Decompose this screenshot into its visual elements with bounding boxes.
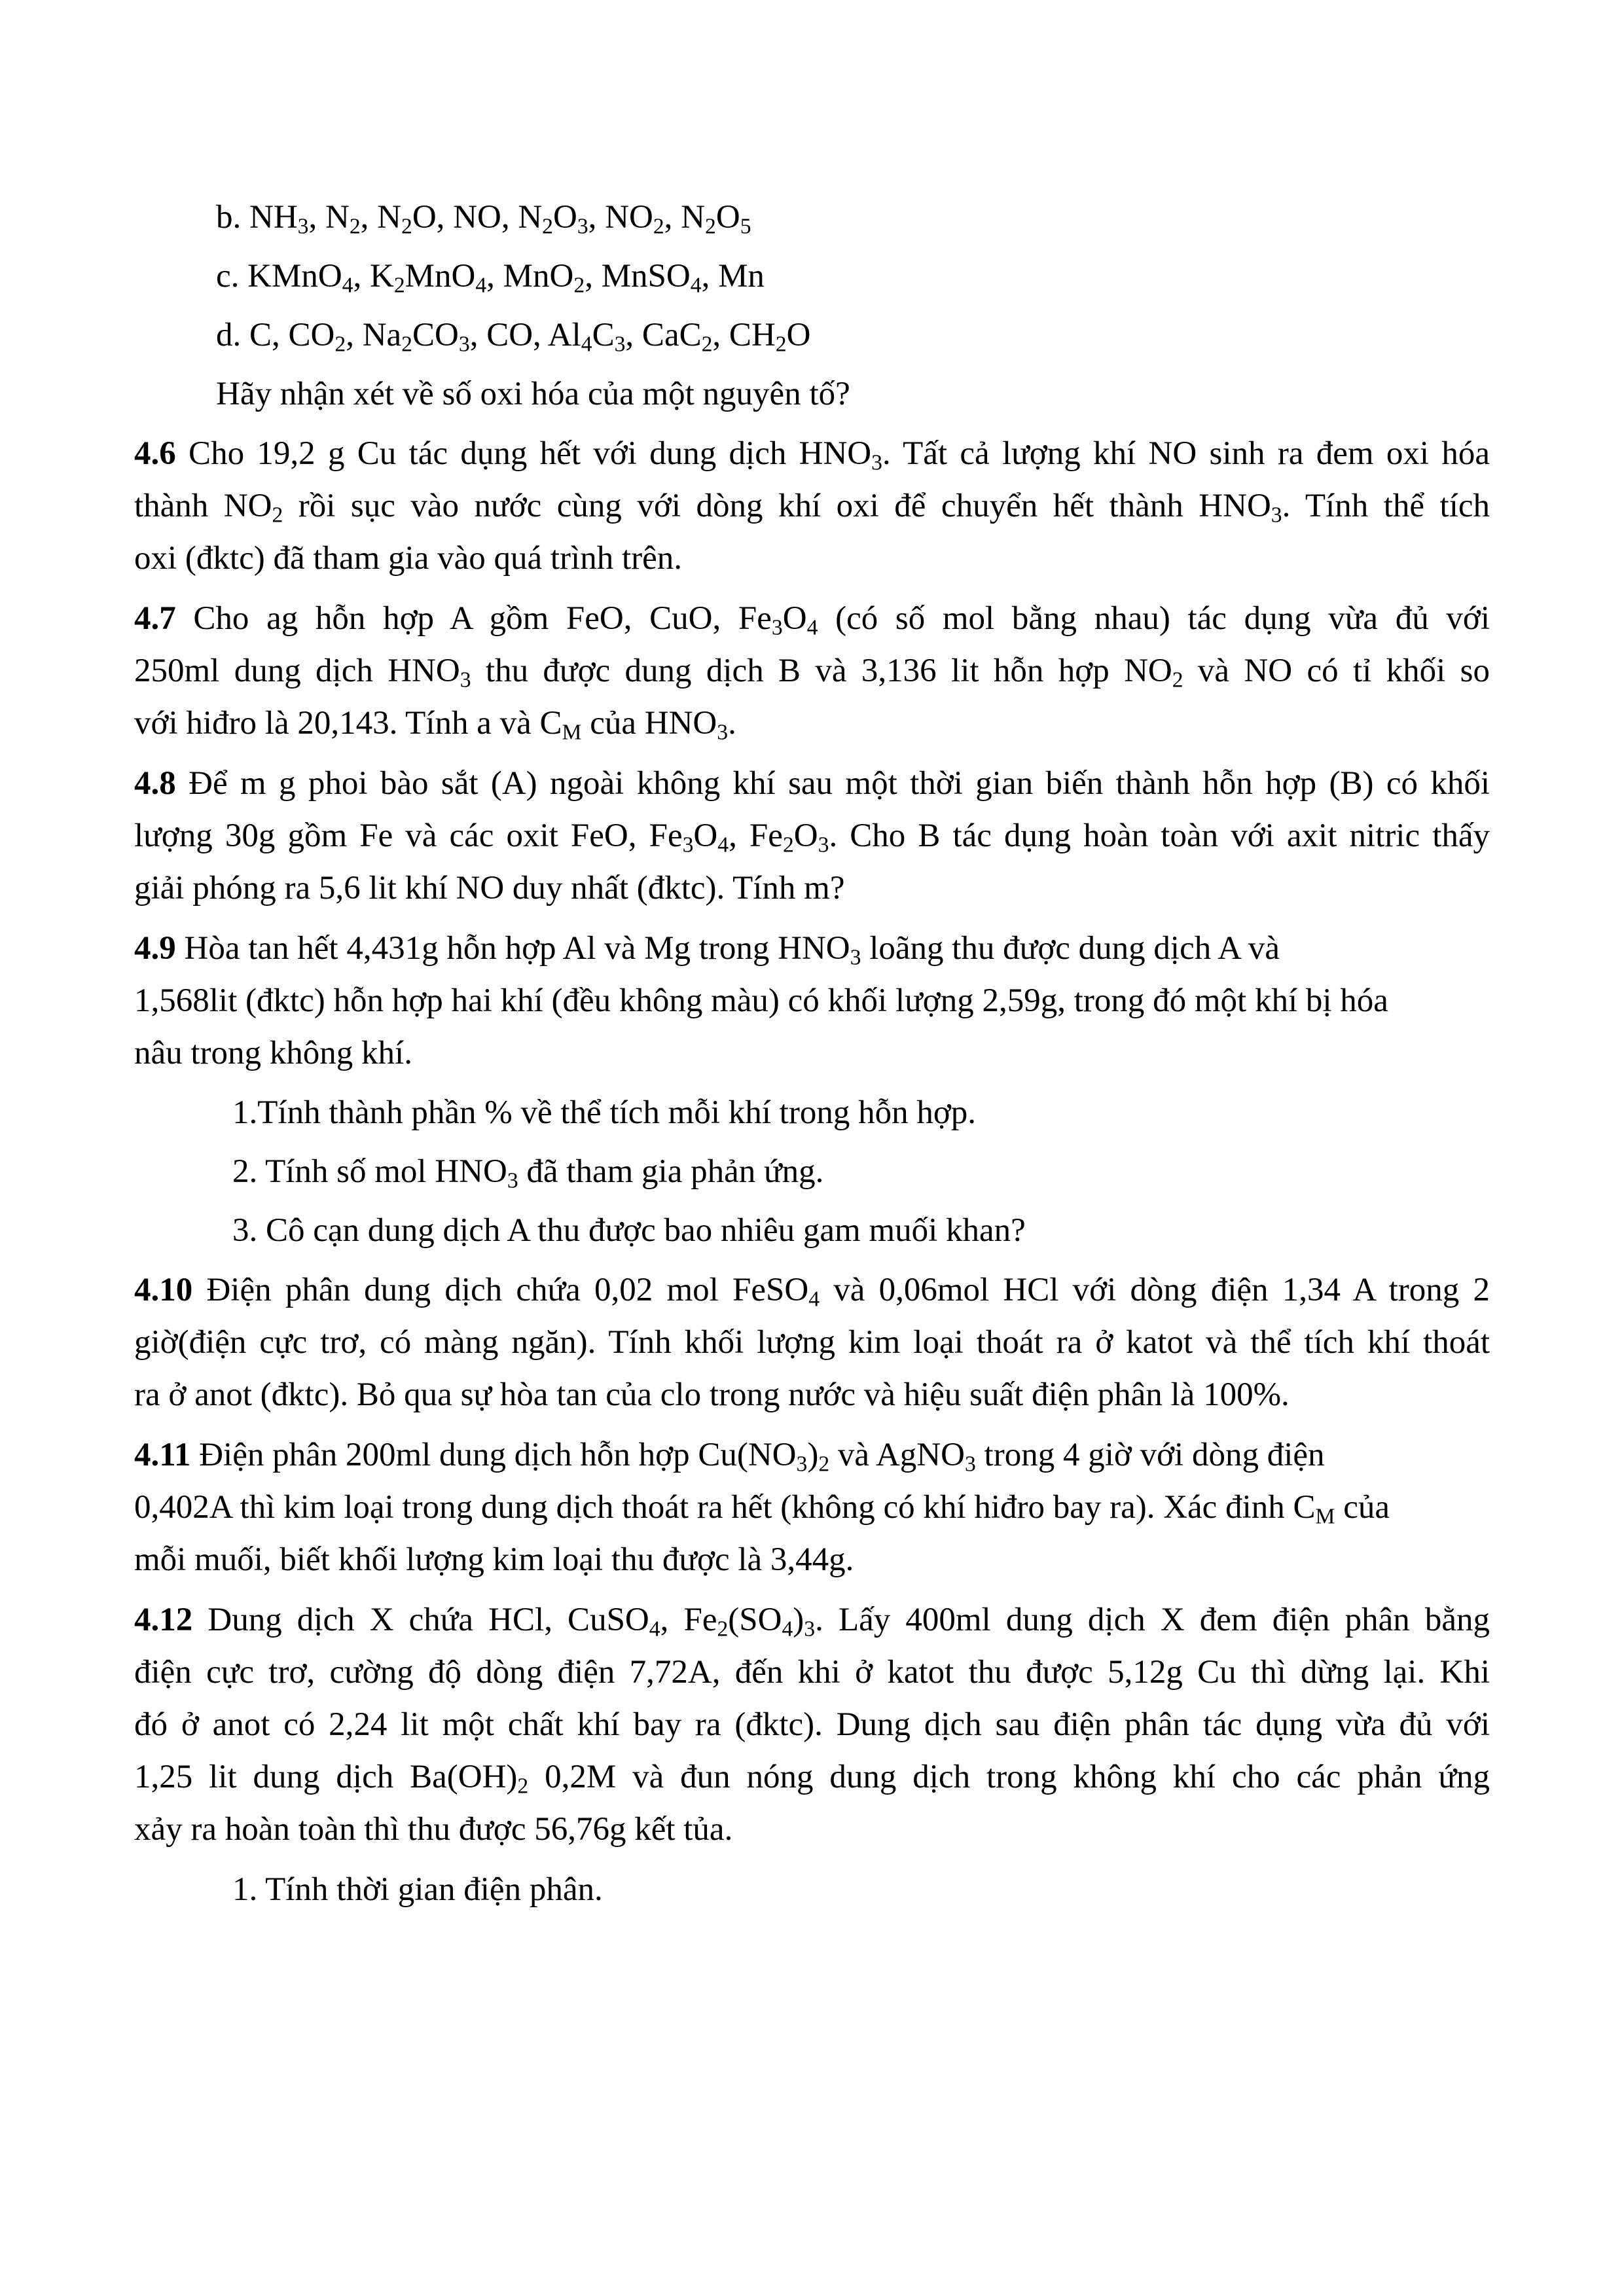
problem-4-7-line-2: 250ml dung dịch $HNO_3$ thu được dung dịch B và 3,136 lit hỗn hợp $NO_2$ và NO có tỉ khối so bbox=[134, 653, 1490, 692]
problem-4-11-line-3: mỗi muối, biết khối lượng kim loại thu được là 3,44g. bbox=[134, 1541, 854, 1578]
problem-4-6-line-2: thành $NO_2$ rồi sục vào nước cùng với dòng khí oxi để chuyển hết thành $HNO_3$. Tính thể tích bbox=[134, 488, 1490, 528]
problem-4-6-line-3: oxi (đktc) đã tham gia vào quá trình trên. bbox=[134, 540, 682, 577]
problem-4-10-line-1: 4.10 Điện phân dung dịch chứa 0,02 mol FeSO$_4$ và 0,06mol HCl với dòng điện 1,34 A trong 2 bbox=[134, 1272, 1490, 1312]
problem-4-6-line-1: 4.6 Cho 19,2 g Cu tác dụng hết với dung dịch $HNO_3$. Tất cả lượng khí NO sinh ra đem oxi hóa bbox=[134, 435, 1490, 475]
problem-4-11-line-1: 4.11 Điện phân 200ml dung dịch hỗn hợp $Cu(NO_3)_2$ và AgNO$_3$ trong 4 giờ với dòng điện bbox=[134, 1437, 1325, 1477]
problem-4-12-line-1: 4.12 Dung dịch X chứa HCl, CuSO$_4$, $Fe_2(SO_4)_3$. Lấy 400ml dung dịch X đem điện phân bằng bbox=[134, 1602, 1490, 1641]
problem-4-10-line-2: giờ(điện cực trơ, có màng ngăn). Tính khối lượng kim loại thoát ra ở katot và thể tích khí thoát bbox=[134, 1324, 1490, 1361]
problem-4-7-line-1: 4.7 Cho ag hỗn hợp A gồm FeO, CuO, $Fe_3O_4$ (có số mol bằng nhau) tác dụng vừa đủ với bbox=[134, 600, 1490, 640]
formula-line-c: c. KMnO$_4$, $K_2MnO_4$, MnO$_2$, MnSO$_4$, Mn bbox=[216, 258, 765, 298]
problem-4-9-line-3: nâu trong không khí. bbox=[134, 1035, 412, 1071]
problem-4-12-line-2: điện cực trơ, cường độ dòng điện 7,72A, đến khi ở katot thu được 5,12g Cu thì dừng lại. Khi bbox=[134, 1654, 1490, 1691]
problem-4-12-item-1: 1. Tính thời gian điện phân. bbox=[232, 1871, 603, 1908]
problem-4-8-line-3: giải phóng ra 5,6 lit khí NO duy nhất (đktc). Tính m? bbox=[134, 870, 845, 906]
problem-4-12-line-4: 1,25 lit dung dịch $Ba(OH)_2$ 0,2M và đun nóng dung dịch trong không khí cho các phản ứng bbox=[134, 1759, 1490, 1799]
problem-4-9-item-2: 2. Tính số mol $HNO_3$ đã tham gia phản ứng. bbox=[232, 1153, 824, 1193]
problem-4-8-line-1: 4.8 Để m g phoi bào sắt (A) ngoài không khí sau một thời gian biến thành hỗn hợp (B) có khối bbox=[134, 765, 1490, 802]
problem-4-9-line-2: 1,568lit (đktc) hỗn hợp hai khí (đều không màu) có khối lượng 2,59g, trong đó một khí bị hóa bbox=[134, 982, 1388, 1019]
problem-4-7-line-3: với hiđro là 20,143. Tính a và $C_M$ của $HNO_3$. bbox=[134, 705, 736, 745]
problem-4-8-line-2: lượng 30g gồm Fe và các oxit FeO, $Fe_3O_4$, $Fe_2O_3$. Cho B tác dụng hoàn toàn với axit nitric thấy bbox=[134, 817, 1490, 857]
problem-4-11-line-2: 0,402A thì kim loại trong dung dịch thoát ra hết (không có khí hiđro bay ra). Xác đinh $C_M$ của bbox=[134, 1489, 1390, 1529]
question-line: Hãy nhận xét về số oxi hóa của một nguyên tố? bbox=[216, 376, 850, 412]
problem-4-9-line-1: 4.9 Hòa tan hết 4,431g hỗn hợp Al và Mg trong $HNO_3$ loãng thu được dung dịch A và bbox=[134, 930, 1280, 970]
problem-4-12-line-3: đó ở anot có 2,24 lit một chất khí bay ra (đktc). Dung dịch sau điện phân tác dụng vừa đủ với bbox=[134, 1706, 1490, 1743]
formula-line-d: d. C, $CO_2$, $Na_2CO_3$, CO, $Al_4C_3$, CaC$_2$, $CH_2O$ bbox=[216, 317, 811, 357]
problem-4-9-item-3: 3. Cô cạn dung dịch A thu được bao nhiêu gam muối khan? bbox=[232, 1212, 1026, 1249]
problem-4-10-line-3: ra ở anot (đktc). Bỏ qua sự hòa tan của clo trong nước và hiệu suất điện phân là 100%. bbox=[134, 1376, 1290, 1413]
formula-line-b: b. $NH_3$, $N_2$, $N_2O$, NO, $N_2O_3$, $NO_2$, $N_2O_5$ bbox=[216, 199, 751, 239]
problem-4-12-line-5: xảy ra hoàn toàn thì thu được 56,76g kết tủa. bbox=[134, 1811, 733, 1848]
problem-4-9-item-1: 1.Tính thành phần % về thể tích mỗi khí trong hỗn hợp. bbox=[232, 1094, 977, 1131]
